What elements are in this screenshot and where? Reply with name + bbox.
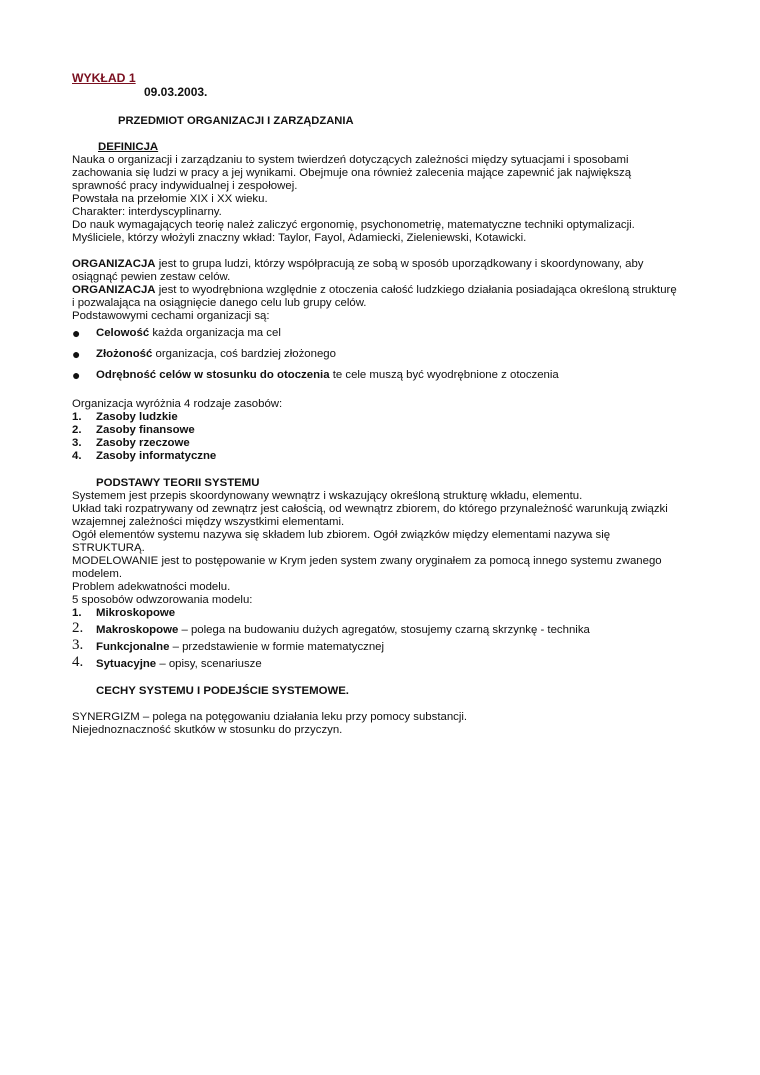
feature-term: Złożoność xyxy=(96,348,153,360)
theory-line: Ogół elementów systemu nazywa się składem lub zbiorem. Ogół związków między elementami nazywa się xyxy=(72,529,611,541)
features-intro: Podstawowymi cechami organizacji są: xyxy=(72,310,270,322)
resource-label: Zasoby informatyczne xyxy=(96,450,217,462)
list-item xyxy=(72,437,692,450)
system-features-heading: CECHY SYSTEMU I PODEJŚCIE SYSTEMOWE. xyxy=(96,685,349,697)
definition-text xyxy=(72,154,692,245)
theory-line: wzajemnej zależności między wszystkimi elementami. xyxy=(72,516,345,528)
theory-line: MODELOWANIE jest to postępowanie w Krym jeden system zwany oryginałem za pomocą innego systemu zwanego xyxy=(72,555,662,567)
ambiguity-line: Niejednoznaczność skutków w stosunku do przyczyn. xyxy=(72,724,343,736)
lecture-title: WYKŁAD 1 xyxy=(72,71,136,85)
method-term: Funkcjonalne xyxy=(96,641,170,653)
organization-term: ORGANIZACJA xyxy=(72,258,156,270)
resources-intro: Organizacja wyróżnia 4 rodzaje zasobów: xyxy=(72,398,283,410)
organization-def-2 xyxy=(72,284,692,297)
theory-line: 5 sposobów odwzorowania modelu: xyxy=(72,594,253,606)
resource-label: Zasoby finansowe xyxy=(96,424,195,436)
method-desc: – przedstawienie w formie matematycznej xyxy=(169,641,385,653)
theory-line: modelem. xyxy=(72,568,123,580)
subject-heading: PRZEDMIOT ORGANIZACJI I ZARZĄDZANIA xyxy=(118,115,354,127)
definition-line: sprawność pracy indywidualnej i zespołowej. xyxy=(72,180,298,192)
feature-desc: te cele muszą być wyodrębnione z otoczenia xyxy=(329,369,559,381)
theory-line: Systemem jest przepis skoordynowany wewnątrz i wskazujący określoną strukturę wkładu, elementu. xyxy=(72,490,583,502)
list-number: 3. xyxy=(72,637,84,653)
character-line: Charakter: interdyscyplinarny. xyxy=(72,206,222,218)
definition-heading: DEFINICJA xyxy=(98,141,159,153)
synergy-line: SYNERGIZM – polega na potęgowaniu działania leku przy pomocy substancji. xyxy=(72,711,468,723)
list-number: 2. xyxy=(72,620,84,636)
theory-line: Problem adekwatności modelu. xyxy=(72,581,231,593)
definition-line: zachowania się ludzi w pracy a jej wynikami. Obejmuje ona również zalecenia mające zapewnić jak największą xyxy=(72,167,632,179)
list-item xyxy=(72,327,692,340)
list-item xyxy=(72,654,692,671)
list-item xyxy=(72,411,692,424)
organization-def-1-cont: osiągnąć pewien zestaw celów. xyxy=(72,271,231,283)
list-number: 1. xyxy=(72,607,82,619)
bullet-icon: ● xyxy=(72,367,81,383)
thinkers-line: Myśliciele, którzy włożyli znaczny wkład: Taylor, Fayol, Adamiecki, Zieleniewski, Kotawicki. xyxy=(72,232,527,244)
organization-def-1 xyxy=(72,258,692,271)
list-number: 2. xyxy=(72,424,82,436)
sciences-line: Do nauk wymagających teorię należ zaliczyć ergonomię, psychonometrię, matematyczne techniki optymalizacji. xyxy=(72,219,635,231)
method-term: Mikroskopowe xyxy=(96,607,176,619)
organization-def-text: jest to wyodrębniona względnie z otoczenia całość ludzkiego działania posiadająca określoną strukturę xyxy=(155,284,677,296)
list-item xyxy=(72,637,692,654)
feature-term: Celowość xyxy=(96,327,150,339)
document-page xyxy=(72,72,692,737)
list-item xyxy=(72,620,692,637)
theory-line: Układ taki rozpatrywany od zewnątrz jest całością, od wewnątrz zbiorem, do którego przynależność warunkują związki xyxy=(72,503,668,515)
feature-desc: organizacja, coś bardziej złożonego xyxy=(152,348,336,360)
organization-def-text: jest to grupa ludzi, którzy współpracują ze sobą w sposób uporządkowany i skoordynowany, aby xyxy=(155,258,644,270)
system-theory-text xyxy=(72,490,692,607)
organization-section xyxy=(72,258,692,463)
resources-list xyxy=(72,411,692,463)
origin-line: Powstała na przełomie XIX i XX wieku. xyxy=(72,193,268,205)
organization-term: ORGANIZACJA xyxy=(72,284,156,296)
list-item xyxy=(72,348,692,361)
list-number: 1. xyxy=(72,411,82,423)
list-item xyxy=(72,607,692,620)
feature-desc: każda organizacja ma cel xyxy=(149,327,281,339)
definition-line: Nauka o organizacji i zarządzaniu to system twierdzeń dotyczących zależności między sytuacjami i sposobami xyxy=(72,154,629,166)
list-item xyxy=(72,424,692,437)
method-term: Makroskopowe xyxy=(96,624,179,636)
features-list xyxy=(72,327,692,382)
theory-line: STRUKTURĄ. xyxy=(72,542,145,554)
list-number: 3. xyxy=(72,437,82,449)
feature-term: Odrębność celów w stosunku do otoczenia xyxy=(96,369,330,381)
bullet-icon: ● xyxy=(72,346,81,362)
lecture-date: 09.03.2003. xyxy=(144,85,208,99)
method-desc: – polega na budowaniu dużych agregatów, stosujemy czarną skrzynkę - technika xyxy=(178,624,590,636)
organization-def-2-cont: i pozwalająca na osiągnięcie danego celu lub grupy celów. xyxy=(72,297,367,309)
resource-label: Zasoby rzeczowe xyxy=(96,437,190,449)
list-number: 4. xyxy=(72,654,84,670)
methods-list xyxy=(72,607,692,671)
method-desc: – opisy, scenariusze xyxy=(156,658,262,670)
system-theory-heading: PODSTAWY TEORII SYSTEMU xyxy=(96,477,260,489)
bullet-icon: ● xyxy=(72,325,81,341)
list-item xyxy=(72,369,692,382)
method-term: Sytuacyjne xyxy=(96,658,157,670)
list-number: 4. xyxy=(72,450,82,462)
list-item xyxy=(72,450,692,463)
resource-label: Zasoby ludzkie xyxy=(96,411,178,423)
